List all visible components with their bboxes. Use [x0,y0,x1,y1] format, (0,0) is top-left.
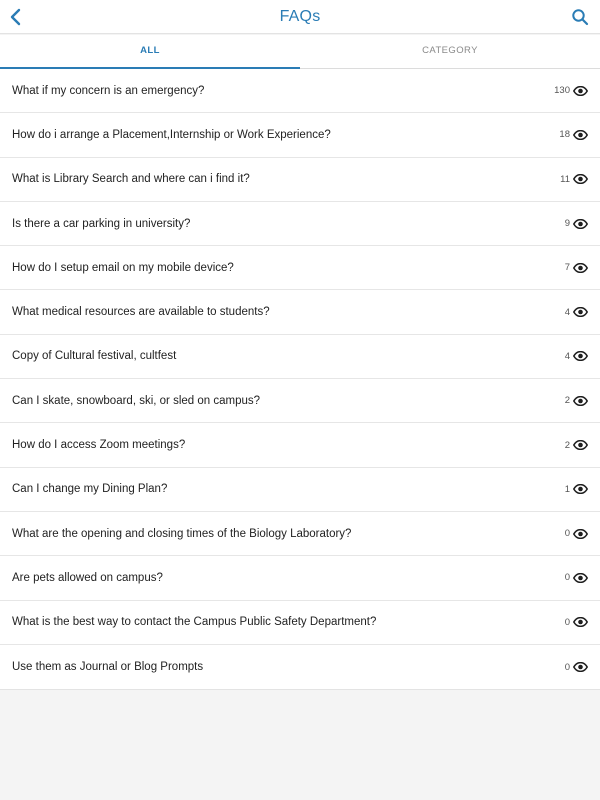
view-count-value: 9 [564,218,570,230]
view-count [554,85,588,96]
faq-question: Is there a car parking in university? [12,217,191,230]
view-count-value: 0 [564,528,570,540]
top-bar [0,0,600,34]
faq-row[interactable] [0,113,600,157]
eye-icon [573,86,588,96]
tab-all[interactable]: ALL [0,35,300,69]
view-count-value: 130 [554,85,570,97]
view-count-value: 7 [564,262,570,274]
view-count [565,307,588,318]
view-count-value: 0 [564,661,570,673]
view-count-value: 2 [564,439,570,451]
view-count [565,572,588,583]
faq-row[interactable] [0,379,600,423]
faq-list [0,69,600,690]
faq-question: How do i arrange a Placement,Internship or Work Experience? [12,128,331,141]
eye-icon [573,573,588,583]
eye-icon [573,529,588,539]
eye-icon [573,484,588,494]
faq-question: What medical resources are available to students? [12,306,270,319]
faq-row[interactable] [0,290,600,334]
tab-category[interactable]: CATEGORY [422,45,478,56]
faq-question: Can I change my Dining Plan? [12,483,168,496]
faq-question: What is Library Search and where can i find it? [12,173,250,186]
view-count-value: 2 [564,395,570,407]
faq-question: Are pets allowed on campus? [12,571,163,584]
faq-row[interactable] [0,645,600,689]
faq-row[interactable] [0,246,600,290]
eye-icon [573,307,588,317]
search-icon [571,8,589,26]
faq-question: What if my concern is an emergency? [12,84,205,97]
eye-icon [573,174,588,184]
view-count [565,351,588,362]
page-title: FAQs [279,8,321,25]
faq-row[interactable] [0,423,600,467]
eye-icon [573,351,588,361]
tab-bar [0,35,600,69]
faq-row[interactable] [0,202,600,246]
faq-question: Copy of Cultural festival, cultfest [12,350,177,363]
faq-row[interactable] [0,335,600,379]
view-count-value: 0 [564,616,570,628]
faq-row[interactable] [0,158,600,202]
faq-question: Use them as Journal or Blog Prompts [12,661,204,673]
view-count [565,662,588,673]
view-count [565,218,588,229]
eye-icon [573,617,588,627]
eye-icon [573,396,588,406]
faq-question: What is the best way to contact the Campus Public Safety Department? [12,616,377,629]
eye-icon [573,263,588,273]
eye-icon [573,219,588,229]
eye-icon [573,130,588,140]
faq-row[interactable] [0,556,600,600]
view-count-value: 0 [564,572,570,584]
view-count [565,440,588,451]
faq-row[interactable] [0,69,600,113]
view-count [565,484,588,495]
view-count [565,528,588,539]
eye-icon [573,662,588,672]
view-count-value: 11 [560,173,570,185]
view-count-value: 1 [564,483,570,495]
view-count-value: 4 [564,306,570,318]
view-count [565,617,588,628]
faq-row[interactable] [0,601,600,645]
faq-question: How do I setup email on my mobile device? [12,261,234,274]
faq-question: What are the opening and closing times of the Biology Laboratory? [12,527,352,540]
faq-question: How do I access Zoom meetings? [12,439,186,452]
faq-question: Can I skate, snowboard, ski, or sled on campus? [12,394,261,407]
view-count-value: 4 [564,350,570,362]
view-count [565,395,588,406]
faq-row[interactable] [0,468,600,512]
faq-row[interactable] [0,512,600,556]
search-button[interactable] [569,6,591,28]
view-count [565,262,588,273]
view-count-value: 18 [559,129,570,141]
view-count [560,174,588,185]
eye-icon [573,440,588,450]
view-count [559,129,588,140]
